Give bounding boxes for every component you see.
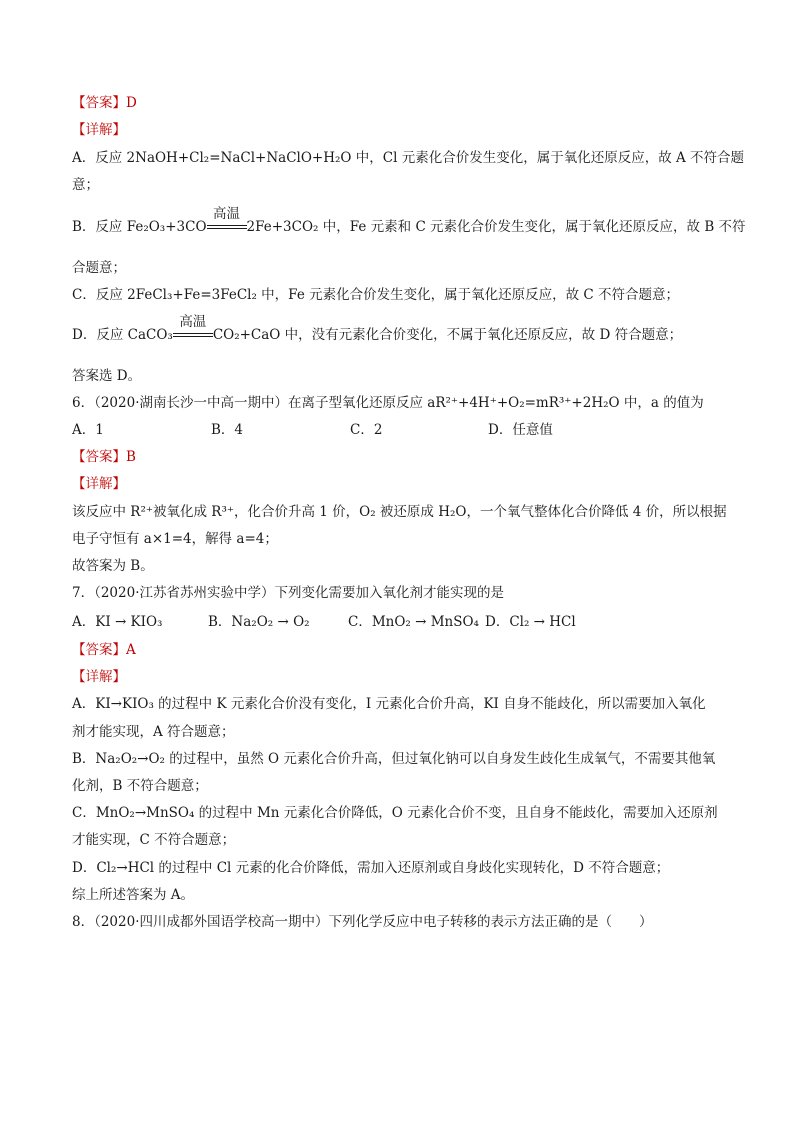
q5-b-products: 2Fe+3CO₂ 中，Fe 元素和 C 元素化合价发生变化，属于氧化还原反应，故 B 不符 xyxy=(246,219,746,235)
q6-option-a: A．1 xyxy=(72,422,104,438)
q6-answer: 【答案】B xyxy=(72,449,136,465)
q5-option-c: C．反应 2FeCl₃+Fe=3FeCl₂ 中，Fe 元素化合价发生变化，属于氧化还原反应，故 C 不符合题意； xyxy=(72,287,680,303)
q5-detail-label: 【详解】 xyxy=(72,122,126,138)
q7-option-a-line2: 剂才能实现，A 符合题意； xyxy=(72,724,235,740)
q7-option-b-line2: 化剂，B 不符合题意； xyxy=(72,778,208,794)
q7-detail-label: 【详解】 xyxy=(72,669,126,685)
q6-option-d: D．任意值 xyxy=(488,422,553,438)
q7-option-a-line1: A．KI→KIO₃ 的过程中 K 元素化合价没有变化，I 元素化合价升高，KI 自身不能歧化，所以需要加入氧化 xyxy=(72,696,706,712)
q7-stem: 7．（2020·江苏省苏州实验中学）下列变化需要加入氧化剂才能实现的是 xyxy=(72,585,504,601)
q8-stem: 8．（2020·四川成都外国语学校高一期中）下列化学反应中电子转移的表示方法正确的是（ ） xyxy=(72,914,653,930)
q5-d-reactants: D．反应 CaCO₃ xyxy=(72,327,173,343)
q5-option-a-line2: 意； xyxy=(72,177,99,193)
reaction-condition-arrow xyxy=(173,314,213,345)
q7-option-c-line1: C．MnO₂→MnSO₄ 的过程中 Mn 元素化合价降低，O 元素化合价不变，且自身不能歧化，需要加入还原剂 xyxy=(72,805,718,821)
q5-answer: 【答案】D xyxy=(72,95,137,111)
q5-option-a-line1: A．反应 2NaOH+Cl₂=NaCl+NaClO+H₂O 中，Cl 元素化合价发生变化，属于氧化还原反应，故 A 不符合题 xyxy=(72,150,745,166)
q6-option-b: B．4 xyxy=(211,422,244,438)
q7-option-a: A．KI → KIO₃ xyxy=(72,614,163,630)
reaction-condition: 高温 xyxy=(179,314,207,330)
q7-option-b: B．Na₂O₂ → O₂ xyxy=(208,614,310,630)
q5-d-products: CO₂+CaO 中，没有元素化合价变化，不属于氧化还原反应，故 D 符合题意； xyxy=(212,327,683,343)
q5-b-reactants: B．反应 Fe₂O₃+3CO xyxy=(72,219,207,235)
q7-option-c-line2: 才能实现，C 不符合题意； xyxy=(72,832,236,848)
q7-option-d: D．Cl₂ → HCl xyxy=(485,614,576,630)
q7-answer: 【答案】A xyxy=(72,642,136,658)
q6-option-c: C．2 xyxy=(350,422,383,438)
q6-stem: 6．（2020·湖南长沙一中高一期中）在离子型氧化还原反应 aR²⁺+4H⁺+O₂=mR³⁺+2H₂O 中，a 的值为 xyxy=(72,395,704,411)
q6-detail-line2: 电子守恒有 a×1=4，解得 a=4； xyxy=(72,531,278,547)
q5-option-b-line1 xyxy=(72,206,746,237)
q7-option-b-line1: B．Na₂O₂→O₂ 的过程中，虽然 O 元素化合价升高，但过氧化钠可以自身发生歧化生成氧气，不需要其他氧 xyxy=(72,751,716,767)
q5-option-b-line2: 合题意； xyxy=(72,260,126,276)
q7-option-d-line1: D．Cl₂→HCl 的过程中 Cl 元素的化合价降低，需加入还原剂或自身歧化实现转化，D 不符合题意； xyxy=(72,860,670,876)
q7-conclusion: 综上所述答案为 A。 xyxy=(72,887,195,903)
q6-detail-label: 【详解】 xyxy=(72,476,126,492)
q5-conclusion: 答案选 D。 xyxy=(72,368,142,384)
reaction-condition-arrow xyxy=(207,206,247,237)
reaction-condition: 高温 xyxy=(213,206,241,222)
q5-option-d xyxy=(72,314,728,345)
q6-detail-line1: 该反应中 R²⁺被氧化成 R³⁺，化合价升高 1 价，O₂ 被还原成 H₂O，一个氧气整体化合价降低 4 价，所以根据 xyxy=(72,504,727,520)
q7-option-c: C．MnO₂ → MnSO₄ xyxy=(348,614,479,630)
q6-conclusion: 故答案为 B。 xyxy=(72,558,154,574)
